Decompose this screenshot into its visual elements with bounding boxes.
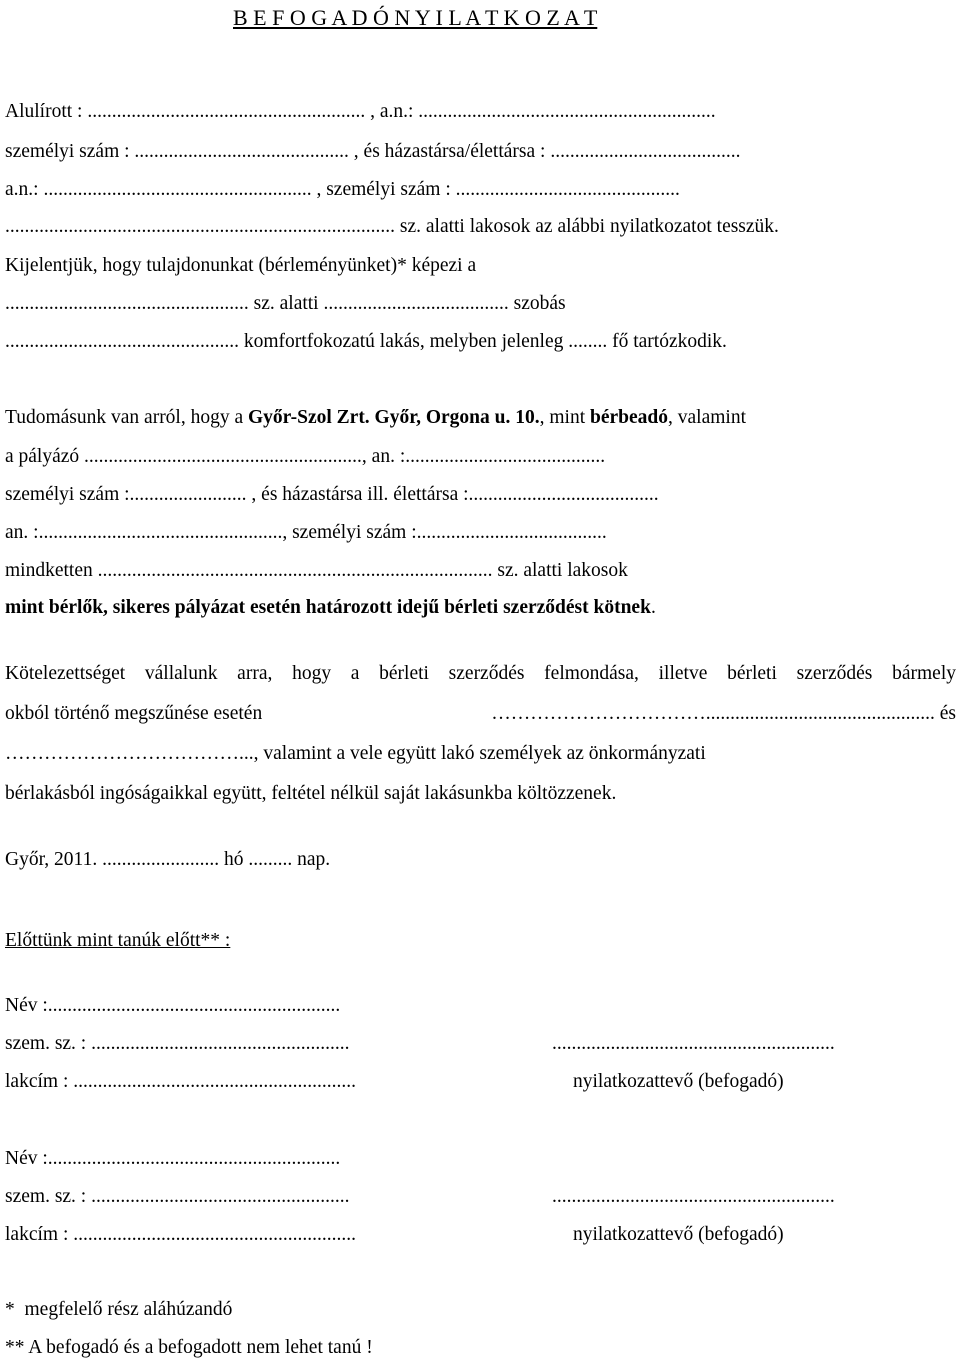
tenant-line-4: an. :.................................................., személyi szám :....................................... [5, 522, 607, 543]
witnesses-heading: Előttünk mint tanúk előtt** : [5, 930, 231, 951]
tenant-agreement-bold: mint bérlők, sikeres pályázat esetén határozott idejű bérleti szerződést kötnek [5, 597, 651, 618]
document-title: B E F O G A D Ó N Y I L A T K O Z A T [233, 5, 598, 30]
declarant-2-label: nyilatkozattevő (befogadó) [573, 1224, 784, 1245]
tenant-line-1 [5, 408, 746, 428]
tenant-line-6 [5, 598, 656, 618]
tenant-line-6-post: . [650, 597, 656, 618]
tenant-line-3: személyi szám :........................ , és házastársa ill. élettársa :....................................... [5, 484, 659, 505]
obligation-line-2b: ……………………………............................................... és [491, 703, 956, 724]
landlord-role: bérbeadó [590, 407, 668, 428]
footnote-2: ** A befogadó és a befogadott nem lehet tanú ! [5, 1337, 373, 1358]
tenant-line-2: a pályázó ........................................................., an. :......................................... [5, 446, 606, 467]
footnote-1: * megfelelő rész aláhúzandó [5, 1299, 233, 1320]
obligation-line-3a: ………………………………... [5, 743, 254, 764]
tenant-line-1-mid: , mint [539, 407, 590, 428]
witness-2-address: lakcím : .......................................................... [5, 1224, 356, 1245]
intro-line-3: a.n.: ....................................................... , személyi szám : .............................................. [5, 179, 680, 200]
intro-line-7: ................................................ komfortfokozatú lakás, melyben jelenleg ........ fő tartózkodik. [5, 331, 727, 352]
declarant-1-signature-line: .......................................................... [552, 1033, 835, 1054]
intro-line-4: ................................................................................ sz. alatti lakosok az alábbi nyilatkozatot tesszük. [5, 216, 779, 237]
landlord-name: Győr-Szol Zrt. Győr, Orgona u. 10. [248, 407, 540, 428]
witness-1-address: lakcím : .......................................................... [5, 1071, 356, 1092]
tenant-line-1-post: , valamint [668, 407, 746, 428]
witness-2-id: szem. sz. : ..................................................... [5, 1186, 350, 1207]
declarant-1-label: nyilatkozattevő (befogadó) [573, 1071, 784, 1092]
obligation-line-3b: , valamint a vele együtt lakó személyek az önkormányzati [253, 743, 706, 764]
witness-2-name: Név :............................................................ [5, 1148, 341, 1169]
obligation-line-4: bérlakásból ingóságaikkal együtt, feltétel nélkül saját lakásunkba költözzenek. [5, 783, 617, 804]
witness-1-id: szem. sz. : ..................................................... [5, 1033, 350, 1054]
witness-1-name: Név :............................................................ [5, 995, 341, 1016]
obligation-line-3 [5, 744, 706, 764]
intro-line-1: Alulírott : ......................................................... , a.n.: ............................................................. [5, 101, 716, 122]
date-line: Győr, 2011. ........................ hó ......... nap. [5, 849, 331, 870]
intro-line-6: .................................................. sz. alatti ...................................... szobás [5, 293, 566, 314]
tenant-line-1-pre: Tudomásunk van arról, hogy a [5, 407, 249, 428]
tenant-line-5: mindketten ................................................................................. sz. alatti lakosok [5, 560, 628, 581]
intro-line-2: személyi szám : ............................................ , és házastársa/élettársa : ....................................... [5, 141, 741, 162]
intro-line-5: Kijelentjük, hogy tulajdonunkat (bérleményünket)* képezi a [5, 255, 477, 276]
obligation-line-2 [5, 704, 956, 724]
declarant-2-signature-line: .......................................................... [552, 1186, 835, 1207]
obligation-line-1: Kötelezettséget vállalunk arra, hogy a bérleti szerződés felmondása, illetve bérleti szerződés bármely [5, 663, 956, 684]
obligation-line-2a: okból történő megszűnése esetén [5, 703, 263, 724]
